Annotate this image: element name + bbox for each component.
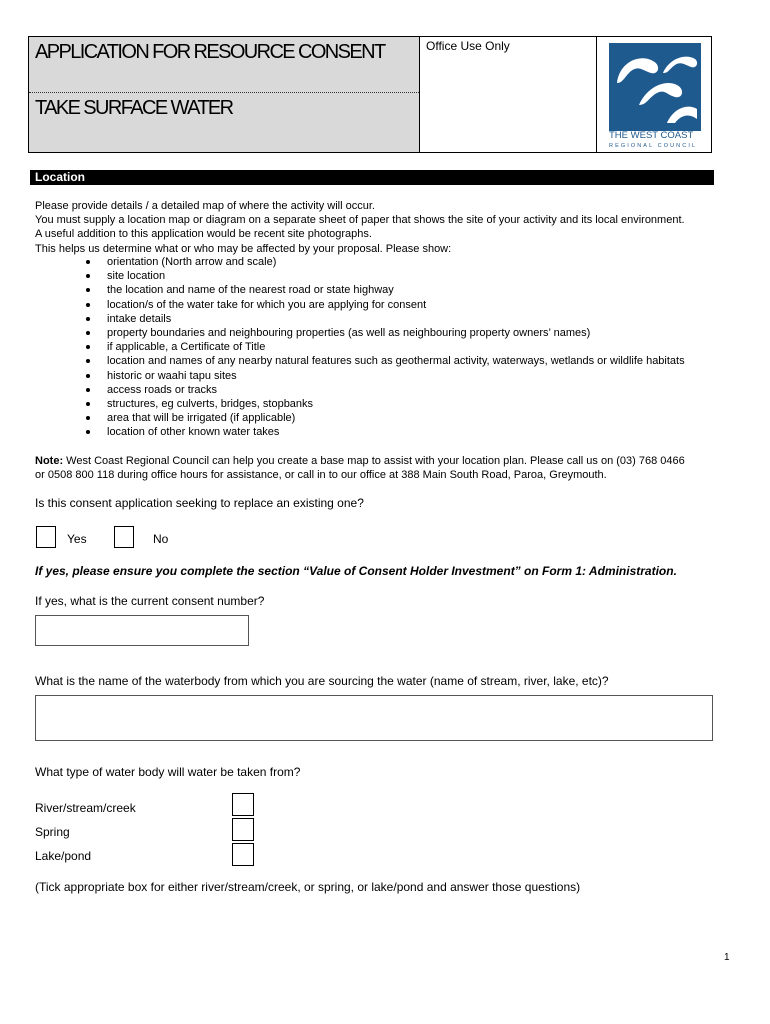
list-item: location and names of any nearby natural features such as geothermal activity, waterways, wetlands or wildlife habitats <box>84 354 685 368</box>
list-item: site location <box>84 269 685 283</box>
title-divider <box>29 92 419 93</box>
note-label: Note: <box>35 455 64 467</box>
form-subtitle: TAKE SURFACE WATER <box>35 97 233 119</box>
tick-instruction: (Tick appropriate box for either river/stream/creek, or spring, or lake/pond and answer those questions) <box>35 880 581 894</box>
waterbody-name-field[interactable] <box>35 695 713 741</box>
logo-subtitle: REGIONAL COUNCIL <box>609 143 698 149</box>
list-item: location of other known water takes <box>84 425 685 439</box>
type-label-spring: Spring <box>35 825 70 839</box>
list-item: if applicable, a Certificate of Title <box>84 340 685 354</box>
council-logo <box>597 37 711 152</box>
list-item: access roads or tracks <box>84 383 685 397</box>
title-box <box>29 37 420 152</box>
location-map-checklist <box>84 255 685 440</box>
page-number: 1 <box>724 952 730 963</box>
intro-line: A useful addition to this application would be recent site photographs. <box>35 228 372 241</box>
list-item: property boundaries and neighbouring properties (as well as neighbouring property owners’ names) <box>84 326 685 340</box>
waterbody-name-question: What is the name of the waterbody from which you are sourcing the water (name of stream, river, lake, etc)? <box>35 674 609 688</box>
list-item: orientation (North arrow and scale) <box>84 255 685 269</box>
no-label: No <box>153 532 169 546</box>
list-item: area that will be irrigated (if applicable) <box>84 411 685 425</box>
office-use-label: Office Use Only <box>426 39 510 53</box>
replace-question: Is this consent application seeking to replace an existing one? <box>35 496 364 510</box>
section-heading-location <box>30 170 714 185</box>
spring-checkbox[interactable] <box>232 818 254 841</box>
intro-line: You must supply a location map or diagram on a separate sheet of paper that shows the site of your activity and its local environment. <box>35 214 685 227</box>
river-checkbox[interactable] <box>232 793 254 816</box>
type-label-river: River/stream/creek <box>35 801 136 815</box>
lake-checkbox[interactable] <box>232 843 254 866</box>
office-use-box <box>420 37 597 152</box>
list-item: historic or waahi tapu sites <box>84 369 685 383</box>
wave-logo-icon <box>609 43 701 131</box>
section-heading-label: Location <box>35 170 85 184</box>
type-label-lake: Lake/pond <box>35 849 92 863</box>
waterbody-type-question: What type of water body will water be taken from? <box>35 765 301 779</box>
note-text-line2: or 0508 800 118 during office hours for assistance, or call in to our office at 388 Main South Road, Paroa, Greymouth. <box>35 469 607 482</box>
note-text-line1: West Coast Regional Council can help you create a base map to assist with your location plan. Please call us on (03) 768 0466 <box>63 455 685 467</box>
form-title: APPLICATION FOR RESOURCE CONSENT <box>35 41 385 63</box>
location-intro <box>35 199 725 256</box>
list-item: the location and name of the nearest road or state highway <box>84 283 685 297</box>
logo-name: THE WEST COAST <box>609 130 694 141</box>
intro-line: This helps us determine what or who may be affected by your proposal. Please show: <box>35 242 452 255</box>
form-header <box>28 36 712 153</box>
intro-line: Please provide details / a detailed map of where the activity will occur. <box>35 200 375 212</box>
yes-label: Yes <box>67 532 87 546</box>
assistance-note <box>35 454 725 482</box>
no-checkbox[interactable] <box>114 526 134 548</box>
yes-checkbox[interactable] <box>36 526 56 548</box>
list-item: structures, eg culverts, bridges, stopbanks <box>84 397 685 411</box>
list-item: intake details <box>84 312 685 326</box>
list-item: location/s of the water take for which you are applying for consent <box>84 298 685 312</box>
consent-number-question: If yes, what is the current consent number? <box>35 594 265 608</box>
investment-instruction: If yes, please ensure you complete the section “Value of Consent Holder Investment” on Form 1: Administration. <box>35 564 677 578</box>
consent-number-field[interactable] <box>35 615 249 646</box>
